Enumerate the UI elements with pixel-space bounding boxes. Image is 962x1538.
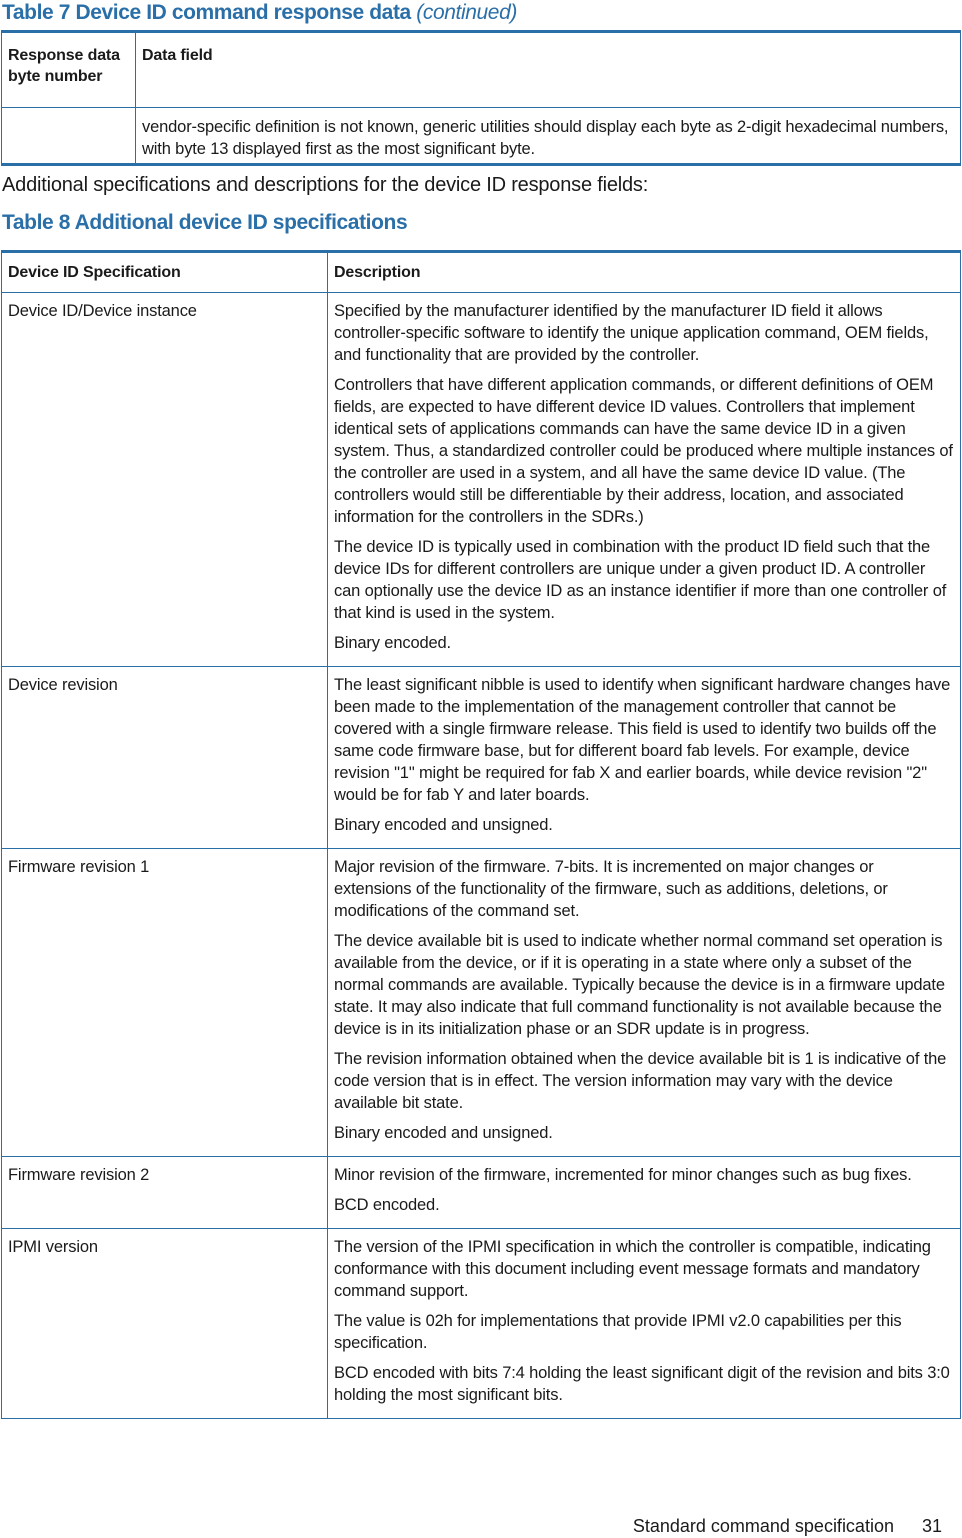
- table8-header-description: Description: [328, 252, 961, 293]
- table7-caption-text: Table 7 Device ID command response data: [2, 1, 411, 24]
- table-row: [2, 667, 961, 849]
- table-row: [2, 1157, 961, 1229]
- description-paragraph: Specified by the manufacturer identified by the manufacturer ID field it allows controller-specific software to identify the unique application command, OEM fields, and functionality that are provided by the controller.: [334, 302, 929, 364]
- table7-header-data-field: Data field: [136, 32, 961, 108]
- table7-header-row: [2, 32, 961, 108]
- spec-name: Firmware revision 2: [2, 1157, 328, 1229]
- description-paragraph: Major revision of the firmware. 7-bits. It is incremented on major changes or extensions of the functionality of the firmware, such as additions, deletions, or modifications of the command set.: [334, 858, 888, 920]
- description-paragraph: Controllers that have different application commands, or different definitions of OEM fields, are expected to have different device ID values. Controllers that implement identical sets of applications commands can have the same device ID in a given system. Thus, a standardized controller could be produced where multiple instances of the controller are used in a system, and all have the same device ID value. (The controllers would still be differentiable by their address, location, and associated information for the controllers in the SDRs.): [334, 376, 953, 526]
- description-paragraph: The revision information obtained when the device available bit is 1 is indicative of the code version that is in effect. The version information may vary with the device available bit state.: [334, 1050, 947, 1112]
- page-number: 31: [921, 1516, 942, 1536]
- description-paragraph: The version of the IPMI specification in which the controller is compatible, indicating conformance with this document including event message formats and mandatory command support.: [334, 1238, 931, 1300]
- intro-text: Additional specifications and descriptions for the device ID response fields:: [2, 174, 649, 196]
- spec-name: Device ID/Device instance: [2, 293, 328, 667]
- table7-caption-continued: (continued): [416, 1, 517, 24]
- description-paragraph: Binary encoded and unsigned.: [334, 816, 553, 834]
- description-paragraph: Binary encoded.: [334, 634, 451, 652]
- table8-caption: Table 8 Additional device ID specifications: [2, 211, 408, 234]
- table7: [1, 30, 961, 166]
- spec-description: [328, 667, 961, 849]
- footer-section-title: Standard command specification: [632, 1516, 894, 1536]
- spec-description: [328, 1229, 961, 1419]
- table-row: [2, 1229, 961, 1419]
- table7-header-byte-number: Response data byte number: [2, 32, 136, 108]
- table8: [1, 250, 961, 1419]
- table-row: [2, 849, 961, 1157]
- description-paragraph: BCD encoded.: [334, 1196, 440, 1214]
- table7-cell-byte: [2, 108, 136, 165]
- description-paragraph: The device ID is typically used in combination with the product ID field such that the device IDs for different controllers are unique under a given product ID. A controller can optionally use the device ID as an instance identifier if more than one controller of that kind is used in the system.: [334, 538, 947, 622]
- table7-cell-data-field: vendor-specific definition is not known, generic utilities should display each byte as 2-digit hexadecimal numbers, with byte 13 displayed first as the most significant byte.: [136, 108, 961, 165]
- description-paragraph: Binary encoded and unsigned.: [334, 1124, 553, 1142]
- table8-header-row: [2, 252, 961, 293]
- spec-name: IPMI version: [2, 1229, 328, 1419]
- description-paragraph: The least significant nibble is used to identify when significant hardware changes have been made to the implementation of the management controller that cannot be covered with a single firmware release. This field is used to identify two builds off the same code firmware base, but for different board fab levels. For example, device revision "1" might be required for fab X and earlier boards, while device revision "2" would be for fab Y and later boards.: [334, 676, 951, 804]
- table-row: [2, 108, 961, 165]
- table8-header-specification: Device ID Specification: [2, 252, 328, 293]
- description-paragraph: The device available bit is used to indicate whether normal command set operation is available from the device, or if it is operating in a state where only a subset of the normal commands are available. Typically because the device is in a firmware update state. It may also indicate that full command functionality is not available because the device is in its initialization phase or an SDR update is in progress.: [334, 932, 945, 1038]
- table-row: [2, 293, 961, 667]
- description-paragraph: The value is 02h for implementations that provide IPMI v2.0 capabilities per this specification.: [334, 1312, 902, 1352]
- description-paragraph: BCD encoded with bits 7:4 holding the least significant digit of the revision and bits 3:0 holding the most significant bits.: [334, 1364, 950, 1404]
- spec-name: Firmware revision 1: [2, 849, 328, 1157]
- spec-description: [328, 849, 961, 1157]
- spec-description: [328, 293, 961, 667]
- description-paragraph: Minor revision of the firmware, incremented for minor changes such as bug fixes.: [334, 1166, 912, 1184]
- spec-name: Device revision: [2, 667, 328, 849]
- table7-caption: [2, 0, 517, 26]
- spec-description: [328, 1157, 961, 1229]
- page-footer: [633, 1514, 942, 1538]
